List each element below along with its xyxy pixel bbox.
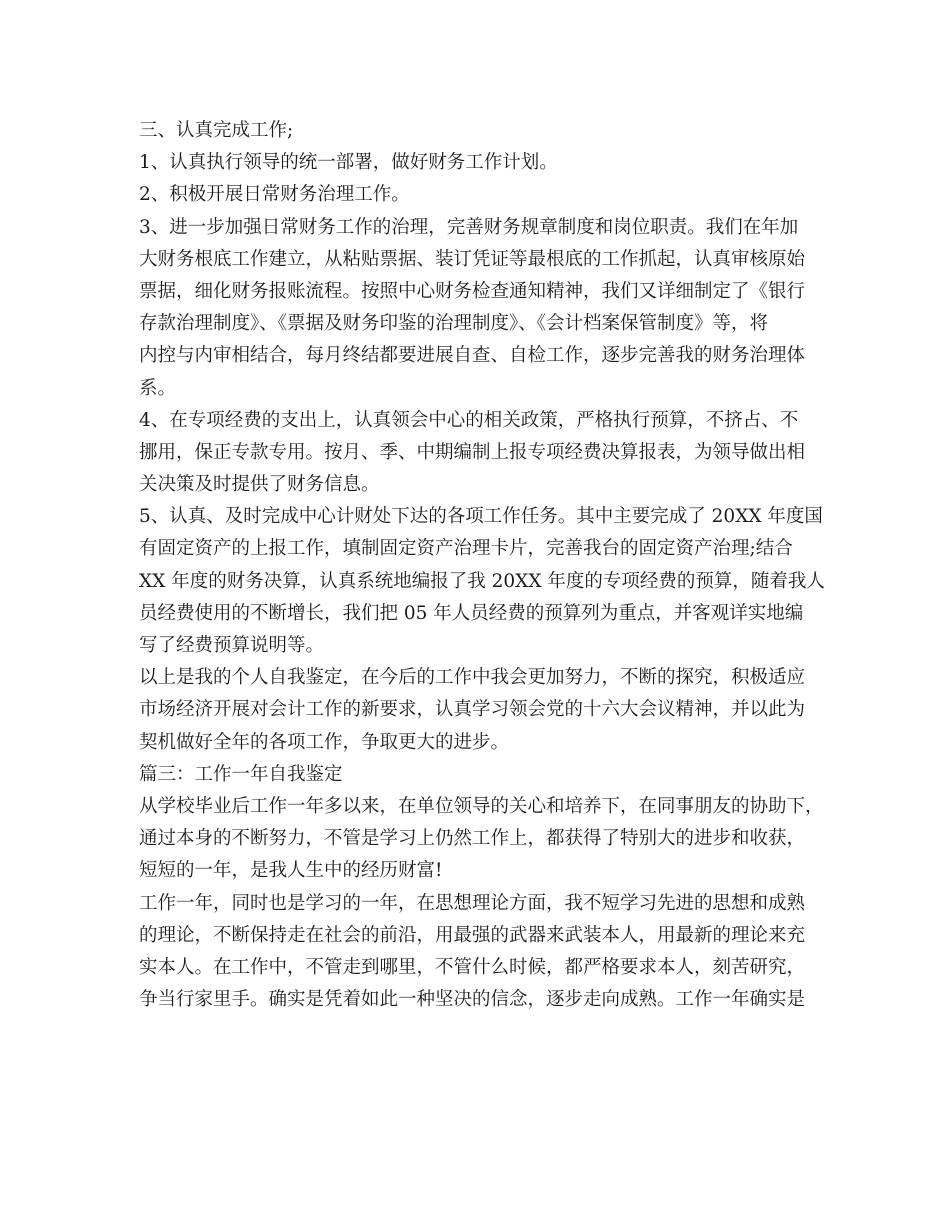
paragraph-line: 4、在专项经费的支出上，认真领会中心的相关政策，严格执行预算，不挤占、不 [139, 409, 799, 431]
paragraph-line: 从学校毕业后工作一年多以来，在单位领导的关心和培养下，在同事朋友的协助下， [139, 795, 824, 817]
paragraph-line: 关决策及时提供了财务信息。 [139, 474, 380, 496]
section-heading: 篇三：工作一年自我鉴定 [139, 763, 343, 785]
paragraph-line: 存款治理制度》、《票据及财务印鉴的治理制度》、《会计档案保管制度》等，将 [139, 313, 769, 335]
paragraph-line: 有固定资产的上报工作，填制固定资产治理卡片，完善我台的固定资产治理;结合 [139, 538, 793, 560]
paragraph-line: 挪用，保正专款专用。按月、季、中期编制上报专项经费决算报表，为领导做出相 [139, 441, 806, 463]
paragraph-line: 的理论，不断保持走在社会的前沿，用最强的武器来武装本人，用最新的理论来充 [139, 924, 806, 946]
paragraph-line: 契机做好全年的各项工作，争取更大的进步。 [139, 731, 510, 753]
paragraph-line: 市场经济开展对会计工作的新要求，认真学习领会党的十六大会议精神，并以此为 [139, 699, 806, 721]
document-body [139, 115, 839, 1016]
paragraph-line: 以上是我的个人自我鉴定，在今后的工作中我会更加努力，不断的探究，积极适应 [139, 667, 806, 689]
paragraph-line: 工作一年，同时也是学习的一年，在思想理论方面，我不短学习先进的思想和成熟 [139, 892, 806, 914]
paragraph-line: 内控与内审相结合，每月终结都要进展自查、自检工作，逐步完善我的财务治理体 [139, 345, 806, 367]
paragraph-line: 3、进一步加强日常财务工作的治理，完善财务规章制度和岗位职责。我们在年加 [139, 216, 799, 238]
paragraph-line: 1、认真执行领导的统一部署，做好财务工作计划。 [139, 152, 558, 174]
paragraph-line: 写了经费预算说明等。 [139, 635, 325, 656]
paragraph-line: 争当行家里手。确实是凭着如此一种坚决的信念，逐步走向成熟。工作一年确实是 [139, 989, 806, 1011]
paragraph-line: 通过本身的不断努力，不管是学习上仍然工作上，都获得了特别大的进步和收获， [139, 828, 806, 850]
paragraph-line: 实本人。在工作中，不管走到哪里，不管什么时候，都严格要求本人，刻苦研究， [139, 956, 806, 978]
section-heading: 三、认真完成工作; [139, 120, 294, 141]
paragraph-line: 票据，细化财务报账流程。按照中心财务检查通知精神，我们又详细制定了《银行 [139, 280, 806, 302]
paragraph-line: 员经费使用的不断增长，我们把 05 年人员经费的预算列为重点，并客观详实地编 [139, 602, 804, 624]
paragraph-line: 2、积极开展日常财务治理工作。 [139, 184, 410, 206]
paragraph-line: 短短的一年，是我人生中的经历财富! [139, 860, 443, 882]
paragraph-line: 大财务根底工作建立，从粘贴票据、装订凭证等最根底的工作抓起，认真审核原始 [139, 248, 806, 270]
paragraph-line: 系。 [139, 377, 177, 399]
paragraph-line: XX 年度的财务决算，认真系统地编报了我 20XX 年度的专项经费的预算，随着我人 [139, 570, 825, 592]
paragraph-line: 5、认真、及时完成中心计财处下达的各项工作任务。其中主要完成了 20XX 年度国 [139, 506, 823, 528]
